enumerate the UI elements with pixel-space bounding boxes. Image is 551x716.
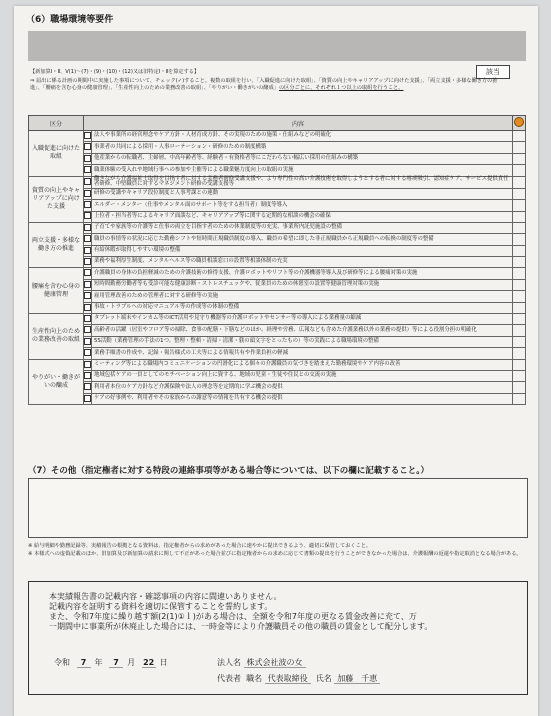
- table-row: [29, 200, 526, 211]
- category-cell: 資質の向上やキャリアアップに向けた支援: [29, 176, 84, 222]
- checkbox-icon[interactable]: [84, 395, 91, 402]
- checkbox-cell[interactable]: [84, 222, 92, 233]
- era-label: 令和: [54, 658, 70, 667]
- content-cell: 業務や福利厚生制度、メンタルヘルス等の職員相談窓口の設置等相談体制の充実: [92, 257, 513, 268]
- category-cell: 入職促進に向けた取組: [29, 131, 84, 177]
- checkbox-cell[interactable]: [84, 234, 92, 245]
- checkbox-icon[interactable]: [84, 190, 91, 197]
- checkbox-cell[interactable]: [84, 302, 92, 313]
- checkbox-cell[interactable]: [84, 314, 92, 325]
- footnotes: [28, 543, 528, 558]
- table-row: [29, 348, 526, 359]
- corp-name-value[interactable]: 株式会社波の女: [244, 658, 306, 668]
- footnote-1: ※ 給与明細や勤務記録等、実績報告の根拠となる資料は、指定権者からの求めがあった場合に速やかに提出できるよう、適切に保管しておくこと。: [28, 543, 372, 549]
- checkbox-cell[interactable]: [84, 153, 92, 164]
- checkbox-icon[interactable]: [84, 315, 91, 322]
- content-cell: 高齢者の活躍（居室やフロア等の掃除、食事の配膳・下膳などのほか、経理や労務、広報なども含めた介護業務以外の業務の提供）等による役割分担の明確化: [92, 325, 513, 336]
- checkbox-cell[interactable]: [84, 325, 92, 336]
- marker-cell: [513, 291, 526, 302]
- checkbox-cell[interactable]: [84, 393, 92, 404]
- content-cell: 地域包括ケアの一員としてのモチベーション向上に資する、地域の児童・生徒や住民との交流の実施: [92, 371, 513, 382]
- table-row: [29, 371, 526, 382]
- content-cell: 有給休暇が取得しやすい環境の整備: [92, 245, 513, 256]
- note-body-1: ⇒ 届出に係る計画の期間中に実施した事項について、チェック(✓)すること。複数の取組を行い、「入職促進に向けた取組」、「資質の向上やキャリアアップに向けた支援」、「両立支援・多様な働き方の推進」、「腰痛を含む心身の健康管理」、「生産性向上のための業務改善の取組」、「やりがい・働きがいの醸成」: [30, 78, 498, 91]
- other-notes-box[interactable]: [28, 478, 528, 538]
- marker-cell: [513, 268, 526, 279]
- checkbox-icon[interactable]: [84, 338, 91, 345]
- note-body-2: の区分ごとに、それぞれ１つ以上の取組を行うこと。: [278, 85, 404, 91]
- marker-cell: [513, 165, 526, 176]
- footnote-2: ※ 本様式への虚偽記載のほか、旧加算及び新加算の請求に関して不正があった場合並びに指定権者からの求めに応じて書類の提出を行うことができなかった場合は、介護報酬の返還や指定取消となる場合がある。: [28, 550, 522, 557]
- checkbox-cell[interactable]: [84, 348, 92, 359]
- checkbox-cell[interactable]: [84, 188, 92, 199]
- marker-cell: [513, 153, 526, 164]
- marker-header: [513, 116, 526, 131]
- table-row: [29, 165, 526, 176]
- rep-label: 代表者: [217, 674, 241, 683]
- table-row: [29, 359, 526, 370]
- applicable-label: 該当: [476, 65, 510, 79]
- checkbox-cell[interactable]: [84, 165, 92, 176]
- checkbox-icon[interactable]: [84, 372, 91, 379]
- content-cell: 介護職員の身体の負担軽減のための介護技術の修得支援、介護ロボットやリフト等の介護機器等導入及び研修等による腰痛対策の実施: [92, 268, 513, 279]
- table-row: [29, 222, 526, 233]
- note-heading: 【新加算Ⅰ・Ⅱ、Ⅴ(1)〜(7)・(9)・(10)・(12)又は旧特定Ⅰ・Ⅱを算定する】: [30, 69, 200, 75]
- date-line: [54, 657, 168, 668]
- table-row: [29, 291, 526, 302]
- table-row: [29, 188, 526, 199]
- checkbox-cell[interactable]: [84, 200, 92, 211]
- year-value[interactable]: 7: [77, 658, 91, 668]
- content-cell: 職員の事情等の状況に応じた勤務シフトや短時間正規職員制度の導入、職員の希望に即した非正規職員から正規職員への転換の制度等の整備: [92, 234, 513, 245]
- table-row: [29, 211, 526, 222]
- marker-cell: [513, 222, 526, 233]
- checkbox-cell[interactable]: [84, 257, 92, 268]
- table-row: [29, 234, 526, 245]
- checkbox-cell[interactable]: [84, 359, 92, 370]
- marker-cell: [513, 142, 526, 153]
- declaration-text: [49, 592, 519, 632]
- declaration-line-1: 本実績報告書の記載内容・確認事項の内容に間違いありません。: [49, 592, 282, 601]
- corp-label: 法人名: [217, 658, 241, 667]
- marker-cell: [513, 336, 526, 347]
- checkbox-cell[interactable]: [84, 371, 92, 382]
- table-row: [29, 302, 526, 313]
- redacted-band: [28, 31, 526, 61]
- month-unit: 月: [127, 658, 136, 667]
- year-unit: 年: [94, 658, 103, 667]
- category-cell: やりがい・働きがいの醸成: [29, 359, 84, 405]
- content-cell: 子育てや家族等の介護等と仕事の両立を目指す者のための休業制度等の充実、事業所内託児施設の整備: [92, 222, 513, 233]
- checkbox-cell[interactable]: [84, 382, 92, 393]
- content-cell: 短時間勤務労働者等も受診可能な健康診断・ストレスチェックや、従業員のための休憩室の設置等健康管理対策の実施: [92, 279, 513, 290]
- checkbox-icon[interactable]: [84, 326, 91, 333]
- content-cell: 雇用管理改善のための管理者に対する研修等の実施: [92, 291, 513, 302]
- orange-dot-icon: [514, 117, 524, 127]
- content-cell: 事業者の共同による採用・人事ローテーション・研修のための制度構築: [92, 142, 513, 153]
- marker-cell: [513, 302, 526, 313]
- note-body: [30, 78, 510, 92]
- checkbox-icon[interactable]: [84, 166, 91, 173]
- checkbox-cell[interactable]: [84, 279, 92, 290]
- content-header: 内容: [84, 116, 513, 131]
- job-title-value[interactable]: 代表取締役: [265, 674, 311, 684]
- checkbox-icon[interactable]: [84, 224, 91, 231]
- requirements-table: [28, 115, 526, 405]
- checkbox-cell[interactable]: [84, 245, 92, 256]
- checkbox-cell[interactable]: [84, 291, 92, 302]
- content-cell: 業務手順書の作成や、記録・報告様式の工夫等による情報共有や作業負担の軽減: [92, 348, 513, 359]
- table-row: [29, 336, 526, 347]
- content-cell: エルダー・メンター（仕事やメンタル面のサポート等をする担当者）制度等導入: [92, 200, 513, 211]
- marker-cell: [513, 279, 526, 290]
- checkbox-icon[interactable]: [84, 178, 91, 185]
- checkbox-icon[interactable]: [84, 281, 91, 288]
- checkbox-icon[interactable]: [84, 143, 91, 150]
- table-row: [29, 382, 526, 393]
- category-cell: 生産性向上のための業務改善の取組: [29, 314, 84, 360]
- content-cell: ケアの好事例や、利用者やその家族からの謝意等の情報を共有する機会の提供: [92, 393, 513, 404]
- table-row: [29, 245, 526, 256]
- table-row: [29, 257, 526, 268]
- content-cell: 研修の受講やキャリア段位制度と人事考課との連動: [92, 188, 513, 199]
- content-cell: 職業体験の受入れや地域行事への参加や主催等による職業魅力度向上の取組の実施: [92, 165, 513, 176]
- declaration-line-2: 記載内容を証明する資料を適切に保管することを誓約します。: [49, 602, 273, 611]
- content-cell: 働きながら介護福祉士取得を目指す者に対する実務者研修受講支援や、より専門性の高い介護技術を取得しようとする者に対する喀痰吸引、認知症ケア、サービス提供責任者研修、中堅職員に対するマネジメント研修の受講支援等: [92, 176, 513, 188]
- marker-cell: [513, 176, 526, 188]
- marker-cell: [513, 359, 526, 370]
- checkbox-icon[interactable]: [84, 258, 91, 265]
- table-row: [29, 176, 526, 188]
- content-cell: タブレット端末やインカム等のICT活用や見守り機器等の介護ロボットやセンサー等の導入による業務量の縮減: [92, 314, 513, 325]
- checkbox-icon[interactable]: [84, 235, 91, 242]
- declaration-line-3: また、令和7年度に繰り越す額(2(1)①ｌ)がある場合は、全額を令和7年度の更なる賃金改善に充て、万: [49, 612, 417, 621]
- marker-cell: [513, 325, 526, 336]
- checkbox-icon[interactable]: [84, 212, 91, 219]
- checkbox-icon[interactable]: [84, 383, 91, 390]
- declaration-line-4: 一期間中に事業所が休廃止した場合には、一時金等により介護職員その他の職員の賃金として配分します。: [49, 622, 433, 631]
- table-row: [29, 314, 526, 325]
- category-cell: 両立支援・多様な働き方の推進: [29, 222, 84, 268]
- day-value[interactable]: 22: [143, 658, 155, 667]
- table-row: [29, 142, 526, 153]
- marker-cell: [513, 211, 526, 222]
- checkbox-icon[interactable]: [84, 304, 91, 311]
- name-label: 氏名: [315, 674, 332, 683]
- table-row: [29, 268, 526, 279]
- checkbox-cell[interactable]: [84, 142, 92, 153]
- corporation-line: [217, 657, 306, 668]
- content-cell: 5S活動（業務管理の手法の1つ。整理・整頓・清掃・清潔・躾の頭文字をとったもの）等の実践による職場環境の整備: [92, 336, 513, 347]
- checkbox-icon[interactable]: [84, 155, 91, 162]
- content-cell: 法人や事業所の経営理念やケア方針・人材育成方針、その実現のための施策・仕組みなどの明確化: [92, 131, 513, 142]
- marker-cell: [513, 393, 526, 404]
- other-section-title: （7）その他（指定権者に対する特段の連絡事項等がある場合等については、以下の欄に記載すること。）: [28, 466, 429, 476]
- checkbox-icon[interactable]: [84, 349, 91, 356]
- representative-line: [217, 673, 380, 684]
- marker-cell: [513, 234, 526, 245]
- table-row: [29, 325, 526, 336]
- checkbox-cell[interactable]: [84, 336, 92, 347]
- checkbox-icon[interactable]: [84, 132, 91, 139]
- checkbox-cell[interactable]: [84, 268, 92, 279]
- section-title: （6）職場環境等要件: [26, 15, 114, 25]
- content-cell: 上位者・担当者等によるキャリア面談など、キャリアアップ等に関する定期的な相談の機会の確保: [92, 211, 513, 222]
- content-cell: ミーティング等による職場内コミュニケーションの円滑化による個々の介護職員の気づきを踏まえた勤務環境やケア内容の改善: [92, 359, 513, 370]
- checkbox-icon[interactable]: [84, 247, 91, 254]
- checkbox-icon[interactable]: [84, 361, 91, 368]
- declaration-box: [28, 581, 528, 695]
- marker-cell: [513, 245, 526, 256]
- checkbox-cell[interactable]: [84, 131, 92, 142]
- category-header: 区分: [29, 116, 84, 131]
- checkbox-cell[interactable]: [84, 211, 92, 222]
- marker-cell: [513, 371, 526, 382]
- content-cell: 利用者本位のケア方針など介護保険や法人の理念等を定期的に学ぶ機会の提供: [92, 382, 513, 393]
- checkbox-icon[interactable]: [84, 201, 91, 208]
- table-row: [29, 153, 526, 164]
- marker-cell: [513, 131, 526, 142]
- document-page: [14, 6, 538, 716]
- job-title-label: 職名: [246, 674, 263, 683]
- day-unit: 日: [159, 658, 168, 667]
- checkbox-icon[interactable]: [84, 269, 91, 276]
- checkbox-icon[interactable]: [84, 292, 91, 299]
- marker-cell: [513, 348, 526, 359]
- table-row: [29, 279, 526, 290]
- name-value[interactable]: 加藤 千恵: [334, 674, 380, 684]
- marker-cell: [513, 382, 526, 393]
- content-cell: 事故・トラブルへの対応マニュアル等の作成等の体制の整備: [92, 302, 513, 313]
- month-value[interactable]: 7: [109, 658, 123, 668]
- table-row: [29, 131, 526, 142]
- marker-cell: [513, 200, 526, 211]
- table-row: [29, 393, 526, 404]
- marker-cell: [513, 257, 526, 268]
- checkbox-cell[interactable]: [84, 176, 92, 188]
- category-cell: 腰痛を含む心身の健康管理: [29, 268, 84, 314]
- content-cell: 他産業からの転職者、主婦層、中高年齢者等、経験者・有資格者等にこだわらない幅広い採用の仕組みの構築: [92, 153, 513, 164]
- marker-cell: [513, 314, 526, 325]
- marker-cell: [513, 188, 526, 199]
